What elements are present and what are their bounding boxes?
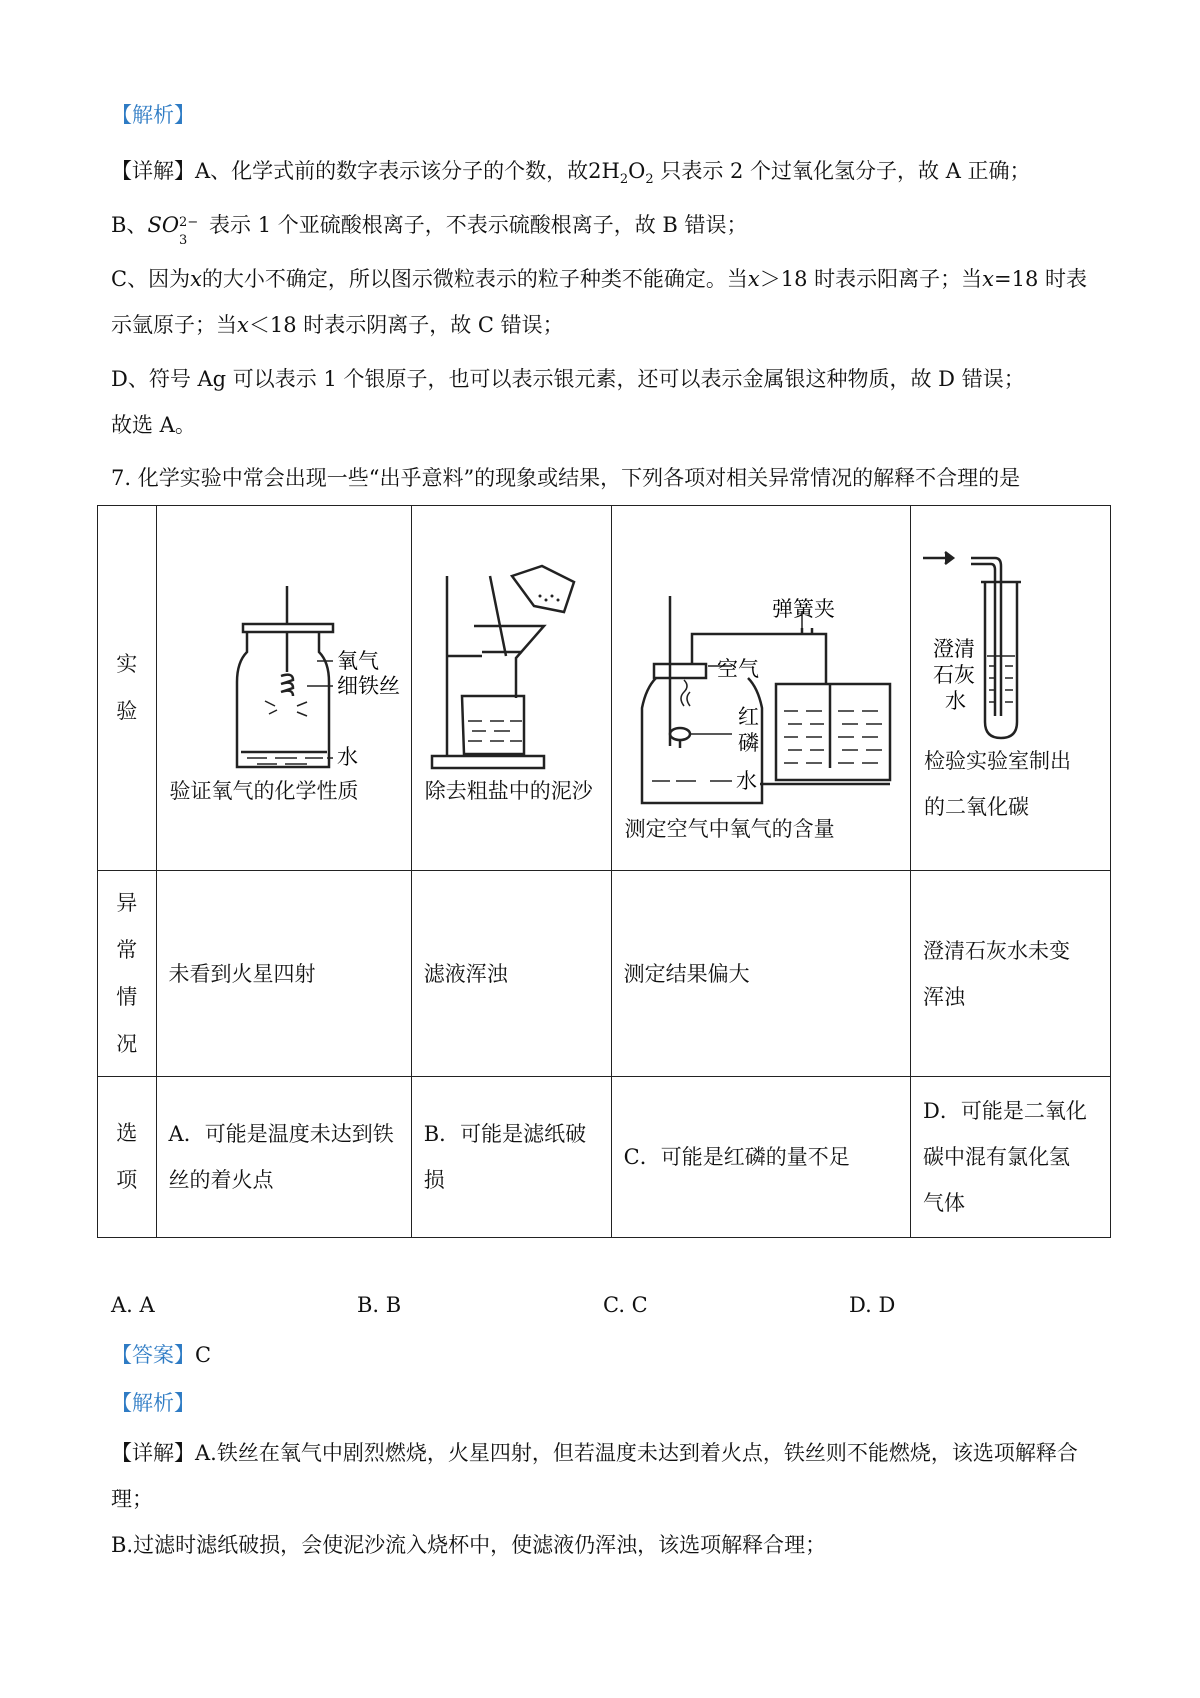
- text: 碳中混有氯化氢: [923, 1145, 1071, 1169]
- caption-fig1: 验证氧气的化学性质: [169, 779, 359, 803]
- analysis-label: 【解析】: [111, 103, 195, 127]
- label-char: 况: [116, 1031, 138, 1056]
- label-char: 常: [116, 937, 138, 962]
- label-char: 选: [116, 1121, 138, 1145]
- detail-line-c1: [111, 264, 1087, 294]
- text: C、因为: [111, 267, 191, 291]
- analysis-label-2: 【解析】: [111, 1391, 195, 1415]
- caption-fig2: 除去粗盐中的泥沙: [424, 779, 593, 803]
- text: B、: [111, 213, 148, 237]
- question-stem: 7. 化学实验中常会出现一些“出乎意料”的现象或结果，下列各项对相关异常情况的解释不合理的是: [111, 466, 1021, 490]
- detail-label-2: 【详解】: [111, 1441, 195, 1465]
- answer-line: [111, 1340, 211, 1370]
- label-water: 水: [336, 745, 358, 769]
- abnormal-1: 未看到火星四射: [156, 871, 411, 1077]
- text: 丝的着火点: [168, 1168, 274, 1192]
- row-label-options: [98, 1077, 157, 1238]
- text: ＞18 时表示阳离子；当: [759, 267, 983, 291]
- formula-sub: 3: [179, 232, 188, 248]
- detail-bottom-a1: [111, 1438, 1078, 1468]
- text: 示氩原子；当: [111, 313, 237, 337]
- detail-line-d: D、符号 Ag 可以表示 1 个银原子，也可以表示银元素，还可以表示金属银这种物质，故 D 错误；: [111, 367, 1025, 391]
- experiment-table: [97, 505, 1111, 1238]
- sulfite-formula: SO: [147, 213, 180, 237]
- label-iron-wire: 细铁丝: [336, 674, 400, 698]
- detail-bottom-b: B.过滤时滤纸破损，会使泥沙流入烧杯中，使滤液仍浑浊，该选项解释合理；: [111, 1533, 827, 1557]
- text: A、化学式前的数字表示该分子的个数，故: [195, 159, 589, 183]
- detail-line-c2: [111, 310, 564, 340]
- var-x: x: [237, 313, 249, 337]
- formula: [588, 159, 654, 188]
- row-experiment: [98, 506, 1111, 871]
- text: 只表示 2 个过氧化氢分子，故 A 正确；: [660, 159, 1031, 183]
- text: =18 时表: [994, 267, 1088, 291]
- label-phosphorus: 磷: [737, 731, 759, 755]
- var-x: x: [982, 267, 995, 291]
- choice-c[interactable]: C. C: [603, 1293, 648, 1317]
- choice-d[interactable]: D. D: [849, 1293, 896, 1317]
- cell-fig2: [411, 506, 611, 871]
- cell-fig4: [911, 506, 1111, 871]
- text: A.铁丝在氧气中剧烈燃烧，火星四射，但若温度未达到着火点，铁丝则不能燃烧，该选项解释合: [195, 1441, 1078, 1465]
- iron-wire-oxygen-diagram: [157, 506, 413, 870]
- choice-b[interactable]: B. B: [357, 1293, 402, 1317]
- label-oxygen: 氧气: [336, 649, 379, 673]
- option-a: [156, 1077, 411, 1238]
- row-label-abnormal: [98, 871, 157, 1077]
- var-x: x: [747, 267, 760, 291]
- text: 浑浊: [923, 984, 966, 1009]
- cell-fig3: [611, 506, 910, 871]
- abnormal-2: 滤液浑浊: [411, 871, 611, 1077]
- label-clamp: 弹簧夹: [771, 597, 835, 621]
- label-clear: 澄清: [933, 637, 976, 661]
- text: ＜18 时表示阴离子，故 C 错误；: [248, 313, 564, 337]
- label-char: 情: [116, 984, 138, 1009]
- detail-label: 【详解】: [111, 159, 195, 183]
- text: A．可能是温度未达到铁: [168, 1122, 394, 1146]
- selection-line: 故选 A。: [111, 413, 196, 437]
- caption-fig4-line1: 检验实验室制出: [924, 749, 1072, 773]
- label-char: 项: [116, 1168, 138, 1192]
- text: 表示 1 个亚硫酸根离子，不表示硫酸根离子，故 B 错误；: [209, 213, 748, 237]
- label-lime: 石灰: [933, 663, 976, 687]
- formula-part: O: [628, 159, 646, 183]
- label-water: 水: [735, 769, 757, 793]
- label-red: 红: [737, 705, 759, 729]
- formula-sub: 2: [645, 172, 654, 188]
- cell-fig1: [156, 506, 411, 871]
- choice-a[interactable]: A. A: [111, 1293, 155, 1317]
- option-b: B．可能是滤纸破损: [411, 1077, 611, 1238]
- text: 澄清石灰水未变: [923, 938, 1071, 963]
- formula-part: 2H: [588, 159, 620, 183]
- detail-line-a: [111, 156, 1031, 195]
- filtration-diagram: [412, 506, 615, 870]
- caption-fig3: 测定空气中氧气的含量: [624, 817, 835, 841]
- label-char: 异: [116, 890, 138, 915]
- formula-sup: 2−: [179, 214, 199, 230]
- row-options: [98, 1077, 1111, 1238]
- label-air: 空气: [716, 657, 759, 681]
- text: 气体: [923, 1191, 966, 1215]
- formula-sub: 2: [619, 172, 629, 188]
- abnormal-4: [911, 871, 1111, 1077]
- var-x: x: [190, 267, 202, 291]
- detail-line-b: [111, 210, 748, 248]
- row-abnormal: [98, 871, 1111, 1077]
- answer-label: 【答案】: [111, 1343, 195, 1367]
- label-char: 实: [116, 652, 138, 676]
- abnormal-3: 测定结果偏大: [611, 871, 910, 1077]
- label-char: 验: [116, 699, 138, 723]
- row-label-experiment: [98, 506, 157, 871]
- answer-value: C: [195, 1343, 212, 1367]
- option-d: [911, 1077, 1111, 1238]
- detail-bottom-a2: 理；: [111, 1487, 153, 1511]
- label-water: 水: [945, 689, 967, 713]
- text: 的大小不确定，所以图示微粒表示的粒子种类不能确定。当: [201, 267, 748, 291]
- option-c: C．可能是红磷的量不足: [611, 1077, 910, 1238]
- text: D．可能是二氧化: [923, 1099, 1087, 1123]
- formula-charge: [179, 212, 209, 248]
- caption-fig4-line2: 的二氧化碳: [924, 795, 1030, 819]
